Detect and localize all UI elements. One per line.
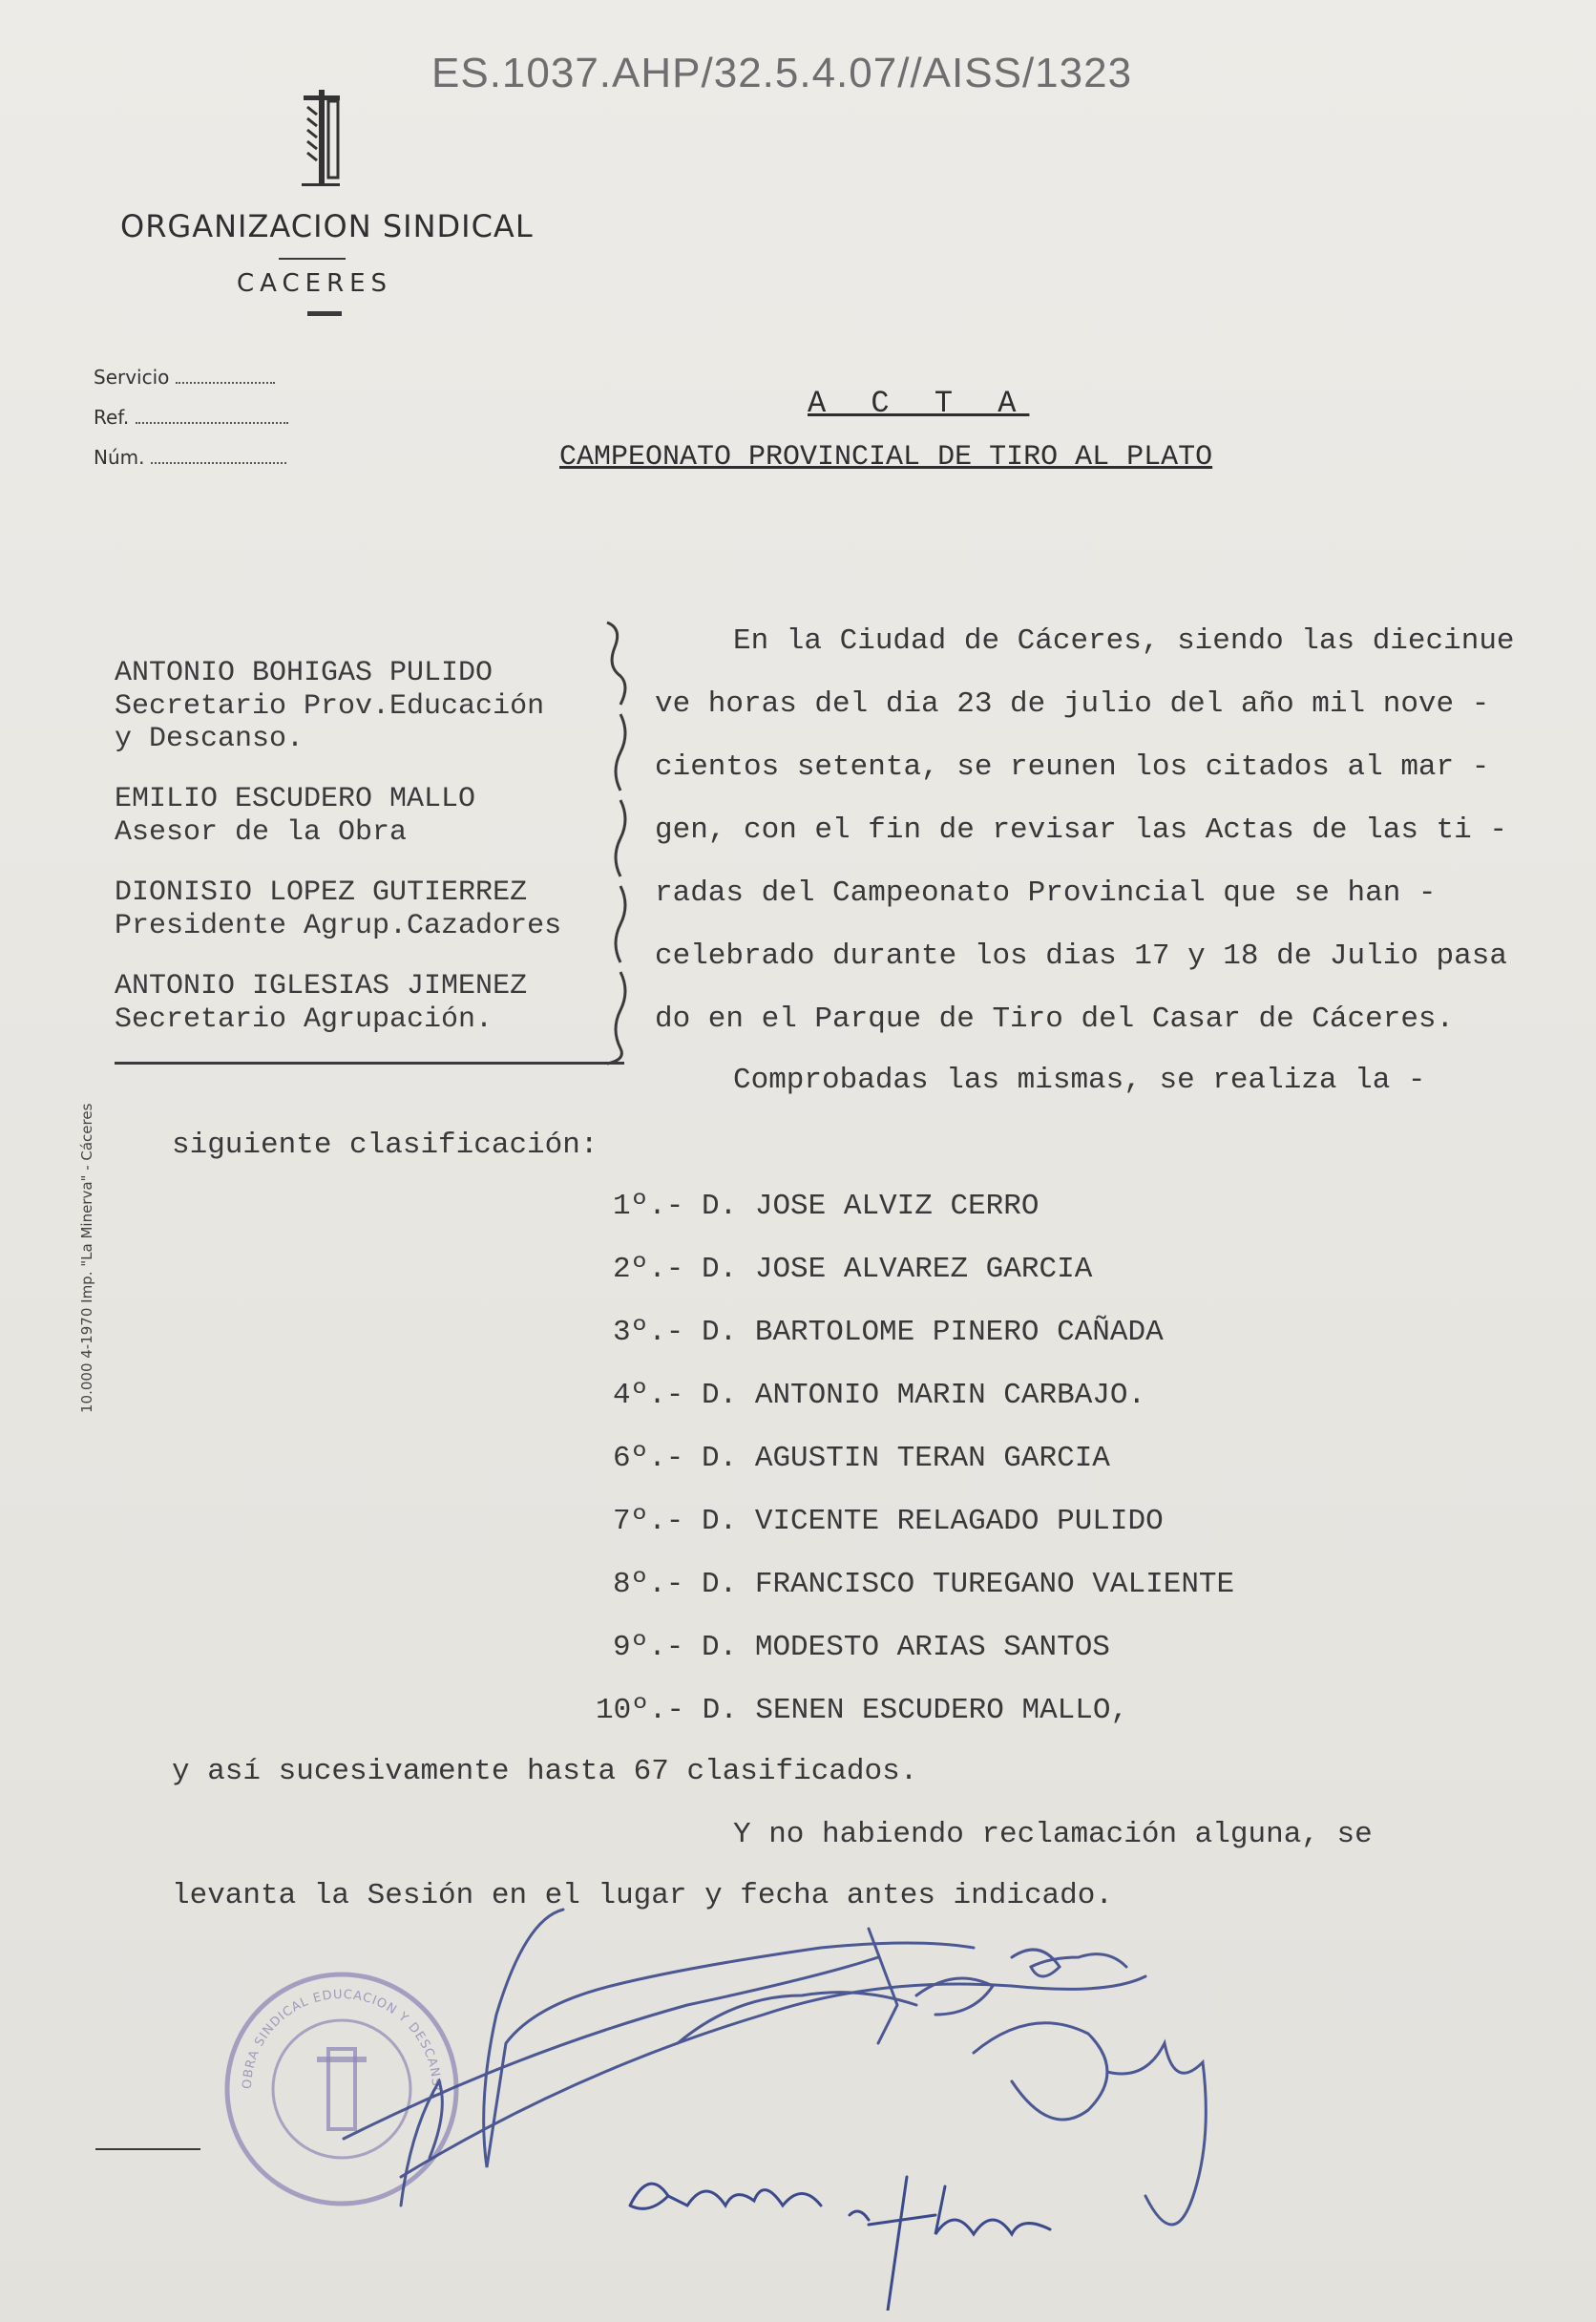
body-line: radas del Campeonato Provincial que se han - bbox=[655, 876, 1437, 910]
competitor-name: D. SENEN ESCUDERO MALLO, bbox=[702, 1694, 1129, 1727]
servicio-label: Servicio bbox=[94, 366, 170, 389]
classification-entry bbox=[613, 1570, 1234, 1599]
attendee-2 bbox=[115, 783, 475, 849]
attendee-name: DIONISIO LOPEZ GUTIERREZ bbox=[115, 876, 528, 909]
classification-entry bbox=[613, 1192, 1040, 1221]
letterhead-divider bbox=[279, 258, 346, 260]
attendee-name: ANTONIO IGLESIAS JIMENEZ bbox=[115, 970, 528, 1003]
num-label: Núm. bbox=[94, 446, 145, 469]
position: 9º.- bbox=[613, 1631, 684, 1664]
position: 8º.- bbox=[613, 1568, 684, 1601]
body-line: Comprobadas las mismas, se realiza la - bbox=[733, 1064, 1426, 1097]
servicio-blank bbox=[176, 365, 275, 384]
classification-entry bbox=[613, 1381, 1145, 1410]
ref-blank bbox=[136, 405, 288, 424]
document-subtitle: CAMPEONATO PROVINCIAL DE TIRO AL PLATO bbox=[559, 441, 1213, 474]
attendee-role: y Descanso. bbox=[115, 723, 304, 755]
classification-intro: siguiente clasificación: bbox=[172, 1129, 598, 1162]
position: 3º.- bbox=[613, 1316, 684, 1349]
attendee-role: Secretario Agrupación. bbox=[115, 1003, 494, 1036]
competitor-name: D. VICENTE RELAGADO PULIDO bbox=[702, 1505, 1164, 1538]
servicio-field bbox=[94, 365, 275, 389]
position: 7º.- bbox=[613, 1505, 684, 1538]
attendee-name: EMILIO ESCUDERO MALLO bbox=[115, 783, 476, 815]
competitor-name: D. JOSE ALVIZ CERRO bbox=[702, 1190, 1040, 1223]
classification-entry bbox=[613, 1507, 1164, 1536]
margin-line bbox=[95, 2148, 200, 2150]
num-field bbox=[94, 445, 286, 469]
closing-line: y así sucesivamente hasta 67 clasificados. bbox=[172, 1755, 918, 1788]
body-line: gen, con el fin de revisar las Actas de las ti - bbox=[655, 813, 1507, 847]
signatures-icon bbox=[286, 1890, 1432, 2311]
document-title: A C T A bbox=[808, 386, 1030, 421]
num-blank bbox=[151, 445, 286, 464]
position: 1º.- bbox=[613, 1190, 684, 1223]
attendee-4 bbox=[115, 970, 527, 1036]
body-line: ve horas del dia 23 de julio del año mil nove - bbox=[655, 687, 1490, 721]
body-line: celebrado durante los dias 17 y 18 de Julio pasa bbox=[655, 939, 1507, 973]
classification-entry bbox=[613, 1444, 1110, 1473]
closing-line: Y no habiendo reclamación alguna, se bbox=[733, 1818, 1373, 1851]
competitor-name: D. AGUSTIN TERAN GARCIA bbox=[702, 1442, 1110, 1475]
attendee-name: ANTONIO BOHIGAS PULIDO bbox=[115, 657, 494, 689]
position: 4º.- bbox=[613, 1379, 684, 1412]
classification-entry bbox=[596, 1696, 1128, 1725]
position: 6º.- bbox=[613, 1442, 684, 1475]
competitor-name: D. JOSE ALVAREZ GARCIA bbox=[702, 1253, 1093, 1286]
competitor-name: D. ANTONIO MARIN CARBAJO. bbox=[702, 1379, 1146, 1412]
position: 2º.- bbox=[613, 1253, 684, 1286]
attendee-role: Secretario Prov.Educación bbox=[115, 689, 545, 723]
attendee-1 bbox=[115, 657, 544, 756]
attendee-block-rule bbox=[115, 1062, 624, 1065]
organization-logo-icon bbox=[296, 88, 346, 191]
body-line: do en el Parque de Tiro del Casar de Cáceres. bbox=[655, 1003, 1455, 1036]
attendee-role: Asesor de la Obra bbox=[115, 815, 408, 849]
position: 10º.- bbox=[596, 1694, 685, 1727]
organization-city: CACERES bbox=[237, 269, 393, 298]
stamp-text: OBRA SINDICAL EDUCACION Y DESCANSO bbox=[240, 1987, 444, 2099]
attendee-brace bbox=[601, 619, 640, 1067]
archive-reference: ES.1037.AHP/32.5.4.07//AISS/1323 bbox=[431, 50, 1133, 96]
ref-label: Ref. bbox=[94, 406, 130, 429]
competitor-name: D. BARTOLOME PINERO CAÑADA bbox=[702, 1316, 1164, 1349]
attendee-role: Presidente Agrup.Cazadores bbox=[115, 909, 562, 942]
organization-name: ORGANIZACION SINDICAL bbox=[120, 208, 534, 244]
competitor-name: D. FRANCISCO TUREGANO VALIENTE bbox=[702, 1568, 1235, 1601]
classification-entry bbox=[613, 1255, 1092, 1284]
classification-entry bbox=[613, 1318, 1164, 1347]
attendee-3 bbox=[115, 876, 561, 942]
printer-imprint: 10.000 4-1970 Imp. "La Minerva" - Cáceres bbox=[78, 1103, 95, 1413]
body-line: En la Ciudad de Cáceres, siendo las diecinue bbox=[733, 624, 1515, 658]
classification-entry bbox=[613, 1633, 1110, 1662]
body-line: cientos setenta, se reunen los citados al mar - bbox=[655, 750, 1490, 784]
ref-field bbox=[94, 405, 288, 429]
letterhead-mark bbox=[307, 311, 342, 316]
closing-line: levanta la Sesión en el lugar y fecha antes indicado. bbox=[172, 1879, 1113, 1912]
competitor-name: D. MODESTO ARIAS SANTOS bbox=[702, 1631, 1110, 1664]
